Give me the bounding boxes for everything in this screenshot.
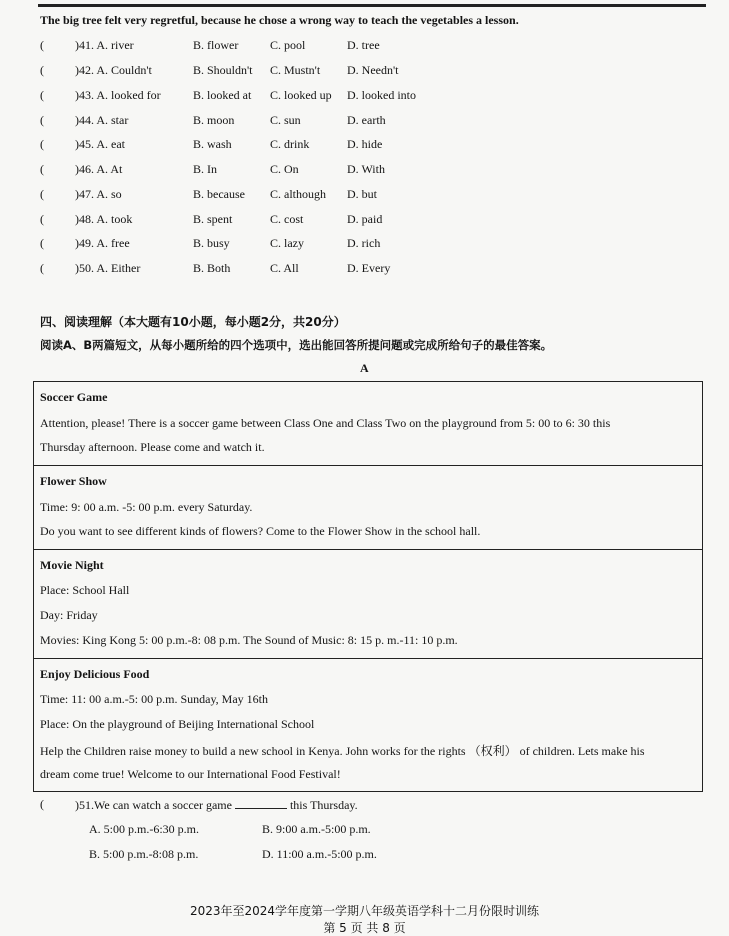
option-d: D. hide (347, 137, 383, 151)
option-b: B. flower (193, 38, 239, 52)
option-c: C. although (270, 187, 326, 201)
q51-option-d: D. 11:00 a.m.-5:00 p.m. (262, 847, 377, 861)
option-a: )48. A. took (75, 212, 133, 226)
notice-text: Do you want to see different kinds of flowers? Come to the Flower Show in the school hall. (40, 524, 481, 538)
top-rule (38, 4, 706, 7)
option-b: B. Both (193, 261, 231, 275)
q51-option-c: B. 5:00 p.m.-8:08 p.m. (89, 847, 199, 861)
option-d: D. Needn't (347, 63, 399, 77)
answer-paren: ( (40, 212, 44, 226)
option-c: C. drink (270, 137, 310, 151)
option-d: D. Every (347, 261, 391, 275)
notice-food-festival (33, 658, 703, 792)
notice-soccer-game (33, 381, 703, 466)
footer-title: 2023年至2024学年度第一学期八年级英语学科十二月份限时训练 (189, 904, 540, 918)
answer-paren: ( (40, 63, 44, 77)
q51-option-a: A. 5:00 p.m.-6:30 p.m. (89, 822, 199, 836)
option-d: D. earth (347, 113, 386, 127)
option-c: C. cost (270, 212, 304, 226)
option-b: B. looked at (193, 88, 252, 102)
notice-movie-night (33, 549, 703, 659)
answer-paren: ( (40, 137, 44, 151)
option-d: D. tree (347, 38, 380, 52)
option-a: )46. A. At (75, 162, 123, 176)
question-row (40, 187, 600, 205)
notice-flower-show (33, 465, 703, 550)
question-stem (75, 797, 358, 813)
answer-paren: ( (40, 162, 44, 176)
notice-text: Time: 11: 00 a.m.-5: 00 p.m. Sunday, May 16th (40, 692, 268, 706)
option-b: B. spent (193, 212, 233, 226)
option-a: )45. A. eat (75, 137, 125, 151)
option-c: C. All (270, 261, 299, 275)
answer-paren: ( (40, 187, 44, 201)
notice-text: Place: On the playground of Beijing International School (40, 717, 315, 731)
question-row (40, 261, 600, 279)
option-d: D. rich (347, 236, 381, 250)
question-row (40, 212, 600, 230)
stem-start: )51.We can watch a soccer game (75, 798, 232, 812)
question-row (40, 162, 600, 180)
option-b: B. moon (193, 113, 235, 127)
notice-title: Enjoy Delicious Food (40, 667, 150, 681)
option-a: )47. A. so (75, 187, 122, 201)
option-a: )43. A. looked for (75, 88, 161, 102)
question-row (40, 137, 600, 155)
option-d: D. looked into (347, 88, 416, 102)
question-row (40, 113, 600, 131)
answer-paren: ( (40, 236, 44, 250)
answer-paren: ( (40, 113, 44, 127)
option-c: C. looked up (270, 88, 332, 102)
option-d: D. With (347, 162, 385, 176)
option-c: C. On (270, 162, 299, 176)
question-row (40, 38, 600, 56)
question-row (40, 63, 600, 81)
option-c: C. Mustn't (270, 63, 321, 77)
notice-title: Movie Night (40, 558, 104, 572)
answer-paren: ( (40, 88, 44, 102)
notice-title: Soccer Game (40, 390, 108, 404)
option-d: D. paid (347, 212, 383, 226)
question-row (40, 236, 600, 254)
stem-end: this Thursday. (289, 798, 358, 812)
passage-closing-sentence: The big tree felt very regretful, because he chose a wrong way to teach the vegetables a lesson. (40, 13, 519, 27)
notice-text: Time: 9: 00 a.m. -5: 00 p.m. every Saturday. (40, 500, 253, 514)
option-a: )50. A. Either (75, 261, 141, 275)
notice-text: dream come true! Welcome to our International Food Festival! (40, 767, 341, 781)
section-instruction: 阅读A、B两篇短文，从每小题所给的四个选项中，选出能回答所提问题或完成所给句子的最佳答案。 (40, 338, 553, 352)
notice-text: Help the Children raise money to build a new school in Kenya. John works for the rights （权利） of children. Lets make his (40, 744, 645, 758)
option-b: B. wash (193, 137, 232, 151)
option-a: )42. A. Couldn't (75, 63, 152, 77)
option-a: )41. A. river (75, 38, 134, 52)
question-row (40, 88, 600, 106)
answer-paren: ( (40, 261, 44, 275)
q51-option-b: B. 9:00 a.m.-5:00 p.m. (262, 822, 371, 836)
answer-paren: ( (40, 797, 44, 811)
option-c: C. pool (270, 38, 306, 52)
passage-label: A (360, 361, 369, 375)
option-b: B. In (193, 162, 217, 176)
option-b: B. busy (193, 236, 230, 250)
notice-text: Place: School Hall (40, 583, 130, 597)
notice-text: Attention, please! There is a soccer game between Class One and Class Two on the playground from 5: 00 to 6: 30 this (40, 416, 611, 430)
notice-text: Day: Friday (40, 608, 98, 622)
option-d: D. but (347, 187, 377, 201)
option-c: C. sun (270, 113, 301, 127)
answer-blank (235, 797, 287, 809)
option-a: )49. A. free (75, 236, 130, 250)
section-title: 四、阅读理解（本大题有10小题，每小题2分，共20分） (40, 315, 346, 329)
notice-text: Thursday afternoon. Please come and watch it. (40, 440, 265, 454)
notice-title: Flower Show (40, 474, 107, 488)
question-51 (40, 797, 640, 815)
option-b: B. Shouldn't (193, 63, 253, 77)
option-a: )44. A. star (75, 113, 129, 127)
page-number: 第 5 页 共 8 页 (323, 921, 406, 935)
option-b: B. because (193, 187, 245, 201)
answer-paren: ( (40, 38, 44, 52)
notice-text: Movies: King Kong 5: 00 p.m.-8: 08 p.m. The Sound of Music: 8: 15 p. m.-11: 10 p.m. (40, 633, 458, 647)
option-c: C. lazy (270, 236, 304, 250)
